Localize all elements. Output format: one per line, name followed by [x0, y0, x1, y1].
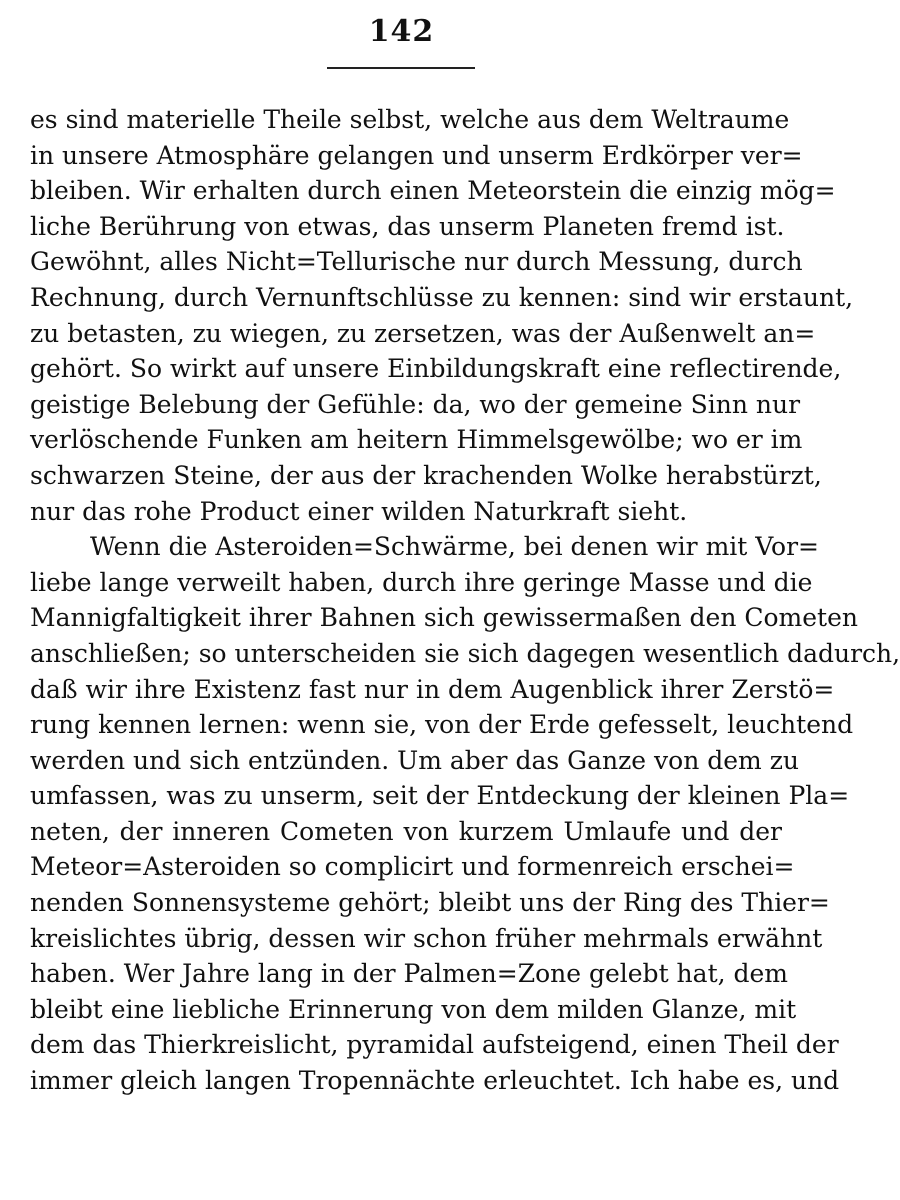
page-number: 142 — [368, 14, 435, 49]
text-line: gehört. So wirkt auf unsere Einbildungskraft eine reflectirende, — [30, 354, 842, 384]
text-line: liche Berührung von etwas, das unserm Planeten fremd ist. — [30, 211, 785, 241]
text-line: zu betasten, zu wiegen, zu zersetzen, was der Außenwelt an= — [30, 318, 816, 348]
text-line: in unsere Atmosphäre gelangen und unserm Erdkörper ver= — [30, 140, 803, 170]
text-line: Wenn die Asteroiden=Schwärme, bei denen wir mit Vor= — [90, 532, 819, 562]
text-line: bleibt eine liebliche Erinnerung von dem milden Glanze, mit — [30, 994, 797, 1024]
text-line: es sind materielle Theile selbst, welche aus dem Weltraume — [30, 105, 790, 134]
text-line: kreislichtes übrig, dessen wir schon früher mehrmals erwähnt — [30, 923, 823, 953]
text-line: bleiben. Wir erhalten durch einen Meteorstein die einzig mög= — [30, 176, 836, 206]
text-line: daß wir ihre Existenz fast nur in dem Augenblick ihrer Zerstö= — [30, 674, 835, 704]
text-line: werden und sich entzünden. Um aber das Ganze von dem zu — [30, 745, 799, 775]
text-line: nur das rohe Product einer wilden Naturkraft sieht. — [30, 496, 688, 526]
text-line: liebe lange verweilt haben, durch ihre geringe Masse und die — [30, 567, 813, 597]
text-line: schwarzen Steine, der aus der krachenden Wolke herabstürzt, — [30, 460, 822, 490]
text-line: Rechnung, durch Vernunftschlüsse zu kennen: sind wir erstaunt, — [30, 282, 854, 312]
text-line: Gewöhnt, alles Nicht=Tellurische nur durch Messung, durch — [30, 247, 803, 277]
text-line: geistige Belebung der Gefühle: da, wo der gemeine Sinn nur — [30, 389, 801, 419]
text-line: umfassen, was zu unserm, seit der Entdeckung der kleinen Pla= — [30, 781, 850, 811]
text-line: Mannigfaltigkeit ihrer Bahnen sich gewissermaßen den Cometen — [30, 603, 858, 633]
text-line: anschließen; so unterscheiden sie sich dagegen wesentlich dadurch, — [30, 638, 900, 668]
text-line: Meteor=Asteroiden so complicirt und formenreich erschei= — [30, 852, 795, 882]
header-rule — [327, 67, 475, 69]
text-line: neten, der inneren Cometen von kurzem Umlaufe und der — [30, 816, 782, 846]
body-text — [30, 102, 900, 1099]
text-line: verlöschende Funken am heitern Himmelsgewölbe; wo er im — [30, 425, 803, 455]
text-line: immer gleich langen Tropennächte erleuchtet. Ich habe es, und — [30, 1066, 840, 1096]
text-line: haben. Wer Jahre lang in der Palmen=Zone gelebt hat, dem — [30, 959, 789, 989]
text-line: dem das Thierkreislicht, pyramidal aufsteigend, einen Theil der — [30, 1030, 839, 1060]
text-line: nenden Sonnensysteme gehört; bleibt uns der Ring des Thier= — [30, 888, 830, 918]
text-line: rung kennen lernen: wenn sie, von der Erde gefesselt, leuchtend — [30, 710, 854, 740]
paragraph-2 — [30, 529, 900, 1099]
paragraph-1 — [30, 102, 854, 529]
